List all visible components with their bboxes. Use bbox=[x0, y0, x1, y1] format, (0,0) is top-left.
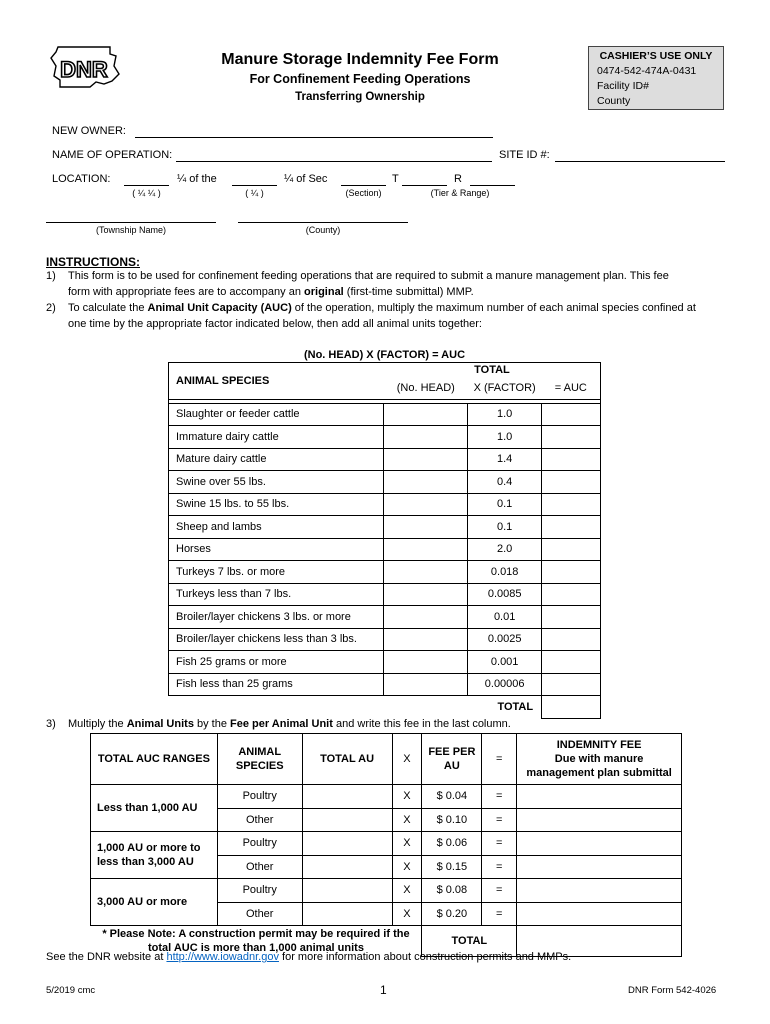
auc-auc-header: = AUC bbox=[542, 377, 601, 399]
i3-pre: Multiply the bbox=[68, 718, 127, 730]
auc-factor: 0.0025 bbox=[468, 628, 542, 651]
auc-species: Broiler/layer chickens less than 3 lbs. bbox=[169, 628, 384, 651]
county-note: (County) bbox=[305, 225, 341, 235]
instruction-1-line-1: This form is to be used for confinement feeding operations that are required to submit a manure management plan. This fee bbox=[68, 270, 669, 282]
indemnity-fee-input[interactable] bbox=[517, 785, 682, 809]
fee-x: X bbox=[392, 855, 422, 879]
indemnity-fee-header bbox=[517, 734, 682, 785]
new-owner-label: NEW OWNER: bbox=[52, 125, 126, 137]
auc-row bbox=[169, 673, 601, 696]
ind-h1: INDEMNITY FEE bbox=[556, 739, 642, 751]
auc-result-input[interactable] bbox=[542, 538, 601, 561]
auc-factor: 0.4 bbox=[468, 471, 542, 494]
note-line-2: total AUC is more than 1,000 animal units bbox=[147, 942, 364, 954]
website-note bbox=[46, 951, 571, 963]
i2-bold: Animal Unit Capacity (AUC) bbox=[147, 302, 292, 314]
qq-note: ( ¼ ¼ ) bbox=[132, 188, 161, 198]
auc-head-input[interactable] bbox=[384, 673, 468, 696]
auc-row bbox=[169, 516, 601, 539]
footer-date: 5/2019 cmc bbox=[46, 985, 96, 996]
operation-name-field[interactable] bbox=[176, 161, 492, 162]
auc-factor: 1.0 bbox=[468, 403, 542, 426]
auc-factor: 1.4 bbox=[468, 448, 542, 471]
fee-total-au-input[interactable] bbox=[302, 808, 392, 832]
auc-factor: 0.018 bbox=[468, 561, 542, 584]
i2-pre: To calculate the bbox=[68, 302, 148, 314]
auc-row bbox=[169, 471, 601, 494]
fee-ranges-header: TOTAL AUC RANGES bbox=[91, 734, 218, 785]
auc-factor-header: X (FACTOR) bbox=[468, 377, 542, 399]
auc-species: Swine 15 lbs. to 55 lbs. bbox=[169, 493, 384, 516]
county-field[interactable] bbox=[238, 222, 408, 223]
auc-header-row bbox=[169, 363, 601, 378]
instructions-heading: INSTRUCTIONS: bbox=[46, 255, 140, 269]
section-note: (Section) bbox=[345, 188, 382, 198]
fee-total-au-input[interactable] bbox=[302, 832, 392, 856]
i1-bold: original bbox=[304, 286, 344, 298]
indemnity-fee-input[interactable] bbox=[517, 879, 682, 903]
auc-species: Fish 25 grams or more bbox=[169, 651, 384, 674]
fee-species: Other bbox=[217, 808, 302, 832]
location-label: LOCATION: bbox=[52, 173, 111, 185]
auc-row bbox=[169, 606, 601, 629]
website-post: for more information about construction permits and MMPs. bbox=[278, 951, 572, 963]
auc-species: Broiler/layer chickens 3 lbs. or more bbox=[169, 606, 384, 629]
auc-row bbox=[169, 651, 601, 674]
fee-x: X bbox=[392, 902, 422, 926]
logo-text: DNR bbox=[60, 57, 108, 82]
cashier-county: County bbox=[597, 95, 631, 107]
auc-head-input[interactable] bbox=[384, 628, 468, 651]
auc-factor: 0.01 bbox=[468, 606, 542, 629]
auc-head-input[interactable] bbox=[384, 403, 468, 426]
auc-result-input[interactable] bbox=[542, 628, 601, 651]
auc-head-input[interactable] bbox=[384, 561, 468, 584]
auc-result-input[interactable] bbox=[542, 561, 601, 584]
auc-head-input[interactable] bbox=[384, 471, 468, 494]
auc-result-input[interactable] bbox=[542, 651, 601, 674]
fee-header-row bbox=[91, 734, 682, 785]
operation-name-label: NAME OF OPERATION: bbox=[52, 149, 173, 161]
auc-head-input[interactable] bbox=[384, 426, 468, 449]
fee-eq: = bbox=[482, 879, 517, 903]
fee-range-line-1: 3,000 AU or more bbox=[97, 896, 188, 908]
fee-species-h1: ANIMAL bbox=[238, 746, 282, 758]
auc-species: Horses bbox=[169, 538, 384, 561]
instruction-2-number: 2) bbox=[46, 302, 56, 314]
fee-eq: = bbox=[482, 785, 517, 809]
indemnity-fee-input[interactable] bbox=[517, 855, 682, 879]
i3-bold-1: Animal Units bbox=[126, 718, 194, 730]
auc-factor: 0.1 bbox=[468, 516, 542, 539]
fee-h2: AU bbox=[443, 760, 460, 772]
instruction-2-line-1 bbox=[68, 302, 696, 314]
auc-result-input[interactable] bbox=[542, 403, 601, 426]
fee-range-label bbox=[91, 879, 218, 926]
fee-per-au: $ 0.06 bbox=[422, 832, 482, 856]
auc-head-input[interactable] bbox=[384, 538, 468, 561]
fee-x: X bbox=[392, 808, 422, 832]
fee-total-au-input[interactable] bbox=[302, 785, 392, 809]
auc-result-input[interactable] bbox=[542, 471, 601, 494]
fee-total-au-input[interactable] bbox=[302, 879, 392, 903]
fee-per-au-header bbox=[422, 734, 482, 785]
auc-row bbox=[169, 448, 601, 471]
auc-head-header: (No. HEAD) bbox=[384, 377, 468, 399]
auc-species: Sheep and lambs bbox=[169, 516, 384, 539]
fee-eq-header: = bbox=[482, 734, 517, 785]
auc-species: Swine over 55 lbs. bbox=[169, 471, 384, 494]
auc-head-input[interactable] bbox=[384, 516, 468, 539]
auc-head-input[interactable] bbox=[384, 448, 468, 471]
fee-eq: = bbox=[482, 808, 517, 832]
indemnity-fee-input[interactable] bbox=[517, 902, 682, 926]
fee-species-header bbox=[217, 734, 302, 785]
auc-total-input[interactable] bbox=[542, 696, 601, 719]
tier-field[interactable] bbox=[402, 185, 447, 186]
auc-row bbox=[169, 583, 601, 606]
auc-row bbox=[169, 538, 601, 561]
auc-total-header: TOTAL bbox=[384, 363, 601, 378]
auc-result-input[interactable] bbox=[542, 673, 601, 696]
fee-per-au: $ 0.20 bbox=[422, 902, 482, 926]
auc-species: Slaughter or feeder cattle bbox=[169, 403, 384, 426]
q-field[interactable] bbox=[232, 185, 277, 186]
ind-h3: management plan submittal bbox=[526, 767, 672, 779]
auc-head-input[interactable] bbox=[384, 583, 468, 606]
instruction-3-text bbox=[68, 718, 511, 730]
fee-total-au-input[interactable] bbox=[302, 902, 392, 926]
auc-total-row bbox=[169, 696, 601, 719]
township-note: (Township Name) bbox=[95, 225, 167, 235]
note-line-1: * Please Note: A construction permit may be required if the bbox=[102, 928, 410, 940]
fee-range-line-1: Less than 1,000 AU bbox=[97, 802, 198, 814]
fee-row bbox=[91, 832, 682, 856]
i3-mid: by the bbox=[193, 718, 231, 730]
auc-species: Fish less than 25 grams bbox=[169, 673, 384, 696]
footer-page: 1 bbox=[380, 983, 387, 997]
cashier-box bbox=[588, 46, 724, 110]
fee-total-label: TOTAL bbox=[422, 926, 517, 957]
fee-range-line-1: 1,000 AU or more to bbox=[97, 842, 201, 854]
page-subtitle-2: Transferring Ownership bbox=[295, 91, 425, 103]
auc-factor: 0.1 bbox=[468, 493, 542, 516]
fee-row bbox=[91, 879, 682, 903]
qq-field[interactable] bbox=[124, 185, 169, 186]
section-field[interactable] bbox=[341, 185, 386, 186]
auc-row bbox=[169, 403, 601, 426]
fee-species-h2: SPECIES bbox=[235, 760, 284, 772]
fee-x: X bbox=[392, 879, 422, 903]
instruction-3-number: 3) bbox=[46, 718, 56, 730]
indemnity-fee-input[interactable] bbox=[517, 808, 682, 832]
auc-species: Turkeys 7 lbs. or more bbox=[169, 561, 384, 584]
i1-post: (first-time submittal) MMP. bbox=[343, 286, 474, 298]
auc-head-input[interactable] bbox=[384, 606, 468, 629]
fee-per-au: $ 0.10 bbox=[422, 808, 482, 832]
fee-row bbox=[91, 785, 682, 809]
auc-species: Turkeys less than 7 lbs. bbox=[169, 583, 384, 606]
fee-species: Poultry bbox=[217, 785, 302, 809]
fee-x: X bbox=[392, 832, 422, 856]
auc-factor: 0.00006 bbox=[468, 673, 542, 696]
auc-result-input[interactable] bbox=[542, 493, 601, 516]
auc-table bbox=[168, 362, 601, 719]
auc-result-input[interactable] bbox=[542, 516, 601, 539]
auc-result-input[interactable] bbox=[542, 426, 601, 449]
instruction-1-number: 1) bbox=[46, 270, 56, 282]
dnr-logo bbox=[46, 44, 122, 90]
i3-bold-2: Fee per Animal Unit bbox=[230, 718, 333, 730]
instruction-2-line-2: one time by the appropriate factor indicated below, then add all animal units together: bbox=[68, 318, 482, 330]
fee-x: X bbox=[392, 785, 422, 809]
auc-result-input[interactable] bbox=[542, 448, 601, 471]
indemnity-fee-input[interactable] bbox=[517, 832, 682, 856]
site-id-field[interactable] bbox=[555, 161, 725, 162]
fee-species: Other bbox=[217, 855, 302, 879]
auc-factor: 0.001 bbox=[468, 651, 542, 674]
fee-eq: = bbox=[482, 832, 517, 856]
auc-row bbox=[169, 493, 601, 516]
tier-note: (Tier & Range) bbox=[430, 188, 490, 198]
fee-eq: = bbox=[482, 902, 517, 926]
i2-post: of the operation, multiply the maximum number of each animal species confined at bbox=[291, 302, 696, 314]
fee-range-line-2: less than 3,000 AU bbox=[97, 856, 194, 868]
fee-species: Other bbox=[217, 902, 302, 926]
fee-h1: FEE PER bbox=[428, 746, 476, 758]
fee-total-au-header: TOTAL AU bbox=[302, 734, 392, 785]
new-owner-field[interactable] bbox=[135, 137, 493, 138]
fee-per-au: $ 0.15 bbox=[422, 855, 482, 879]
instruction-1-line-2 bbox=[68, 286, 474, 298]
fee-species: Poultry bbox=[217, 879, 302, 903]
fee-total-au-input[interactable] bbox=[302, 855, 392, 879]
auc-row bbox=[169, 628, 601, 651]
fee-x-header: X bbox=[392, 734, 422, 785]
page-title: Manure Storage Indemnity Fee Form bbox=[221, 51, 499, 68]
auc-result-input[interactable] bbox=[542, 583, 601, 606]
auc-factor: 1.0 bbox=[468, 426, 542, 449]
site-id-label: SITE ID #: bbox=[499, 149, 550, 161]
auc-species: Immature dairy cattle bbox=[169, 426, 384, 449]
cashier-code: 0474-542-474A-0431 bbox=[597, 65, 697, 77]
cashier-facility: Facility ID# bbox=[597, 80, 649, 92]
auc-row bbox=[169, 426, 601, 449]
quarter-of-the-label: ¼ of the bbox=[177, 173, 217, 185]
t-label: T bbox=[392, 173, 399, 185]
auc-formula: (No. HEAD) X (FACTOR) = AUC bbox=[303, 349, 466, 361]
ind-h2: Due with manure bbox=[554, 753, 644, 765]
i1-pre: form with appropriate fees are to accompany an bbox=[68, 286, 305, 298]
q-note: ( ¼ ) bbox=[245, 188, 264, 198]
township-field[interactable] bbox=[46, 222, 216, 223]
fee-table bbox=[90, 733, 682, 957]
page-subtitle: For Confinement Feeding Operations bbox=[249, 72, 471, 86]
auc-row bbox=[169, 561, 601, 584]
dnr-website-link[interactable]: http://www.iowadnr.gov bbox=[166, 951, 279, 963]
auc-factor: 2.0 bbox=[468, 538, 542, 561]
auc-head-input[interactable] bbox=[384, 651, 468, 674]
fee-per-au: $ 0.08 bbox=[422, 879, 482, 903]
fee-eq: = bbox=[482, 855, 517, 879]
auc-species: Mature dairy cattle bbox=[169, 448, 384, 471]
auc-result-input[interactable] bbox=[542, 606, 601, 629]
footer-form-number: DNR Form 542-4026 bbox=[628, 985, 717, 996]
fee-species: Poultry bbox=[217, 832, 302, 856]
auc-head-input[interactable] bbox=[384, 493, 468, 516]
auc-total-label: TOTAL bbox=[169, 696, 542, 719]
cashier-title: CASHIER’S USE ONLY bbox=[599, 50, 713, 62]
fee-range-label bbox=[91, 785, 218, 832]
auc-factor: 0.0085 bbox=[468, 583, 542, 606]
fee-range-label bbox=[91, 832, 218, 879]
r-label: R bbox=[454, 173, 462, 185]
auc-species-header: ANIMAL SPECIES bbox=[169, 363, 384, 400]
quarter-of-sec-label: ¼ of Sec bbox=[284, 173, 328, 185]
range-field[interactable] bbox=[470, 185, 515, 186]
fee-per-au: $ 0.04 bbox=[422, 785, 482, 809]
website-pre: See the DNR website at bbox=[46, 951, 167, 963]
i3-post: and write this fee in the last column. bbox=[332, 718, 511, 730]
